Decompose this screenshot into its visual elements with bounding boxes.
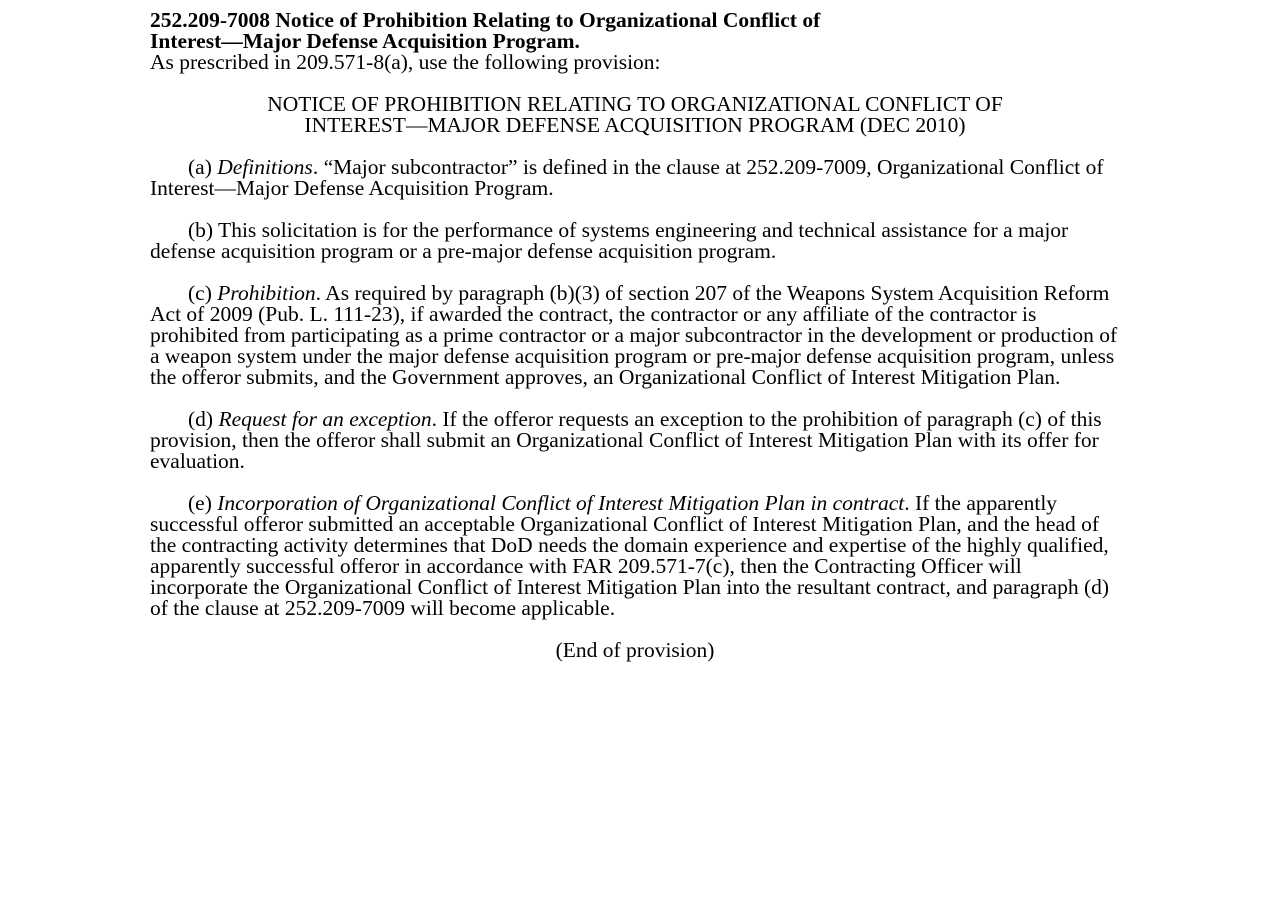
paragraph-e: [150, 493, 1120, 619]
paragraph-e-title: Incorporation of Organizational Conflict of Interest Mitigation Plan in contract: [217, 491, 905, 515]
section-heading-line-1: 252.209-7008 Notice of Prohibition Relating to Organizational Conflict of: [150, 8, 821, 32]
document-body: [150, 10, 1120, 661]
paragraph-d-label: (d): [188, 407, 219, 431]
provision-title-line-1: NOTICE OF PROHIBITION RELATING TO ORGANIZATIONAL CONFLICT OF: [267, 92, 1003, 116]
end-of-provision: (End of provision): [555, 638, 715, 662]
paragraph-d-text: . If the offeror requests an exception to the prohibition of paragraph (c) of this provision, then the offeror shall submit an Organizational Conflict of Interest Mitigation Plan with its offer for evaluation.: [150, 407, 1102, 473]
paragraph-c-title: Prohibition: [217, 281, 316, 305]
paragraph-e-text: . If the apparently successful offeror submitted an acceptable Organizational Conflict of Interest Mitigation Plan, and the head of the contracting activity determines that DoD needs the domain experience and expertise of the highly qualified, apparently successful offeror in accordance with FAR 209.571-7(c), then the Contracting Officer will incorporate the Organizational Conflict of Interest Mitigation Plan into the resultant contract, and paragraph (d) of the clause at 252.209-7009 will become applicable.: [150, 491, 1110, 620]
paragraph-b: (b) This solicitation is for the performance of systems engineering and technical assistance for a major defense acquisition program or a pre-major defense acquisition program.: [150, 218, 1069, 263]
section-heading: [150, 10, 1120, 52]
paragraph-c-text: . As required by paragraph (b)(3) of section 207 of the Weapons System Acquisition Reform Act of 2009 (Pub. L. 111-23), if awarded the contract, the contractor or any affiliate of the contractor is prohibited from participating as a prime contractor or a major subcontractor in the development or production of a weapon system under the major defense acquisition program or pre-major defense acquisition program, unless the offeror submits, and the Government approves, an Organizational Conflict of Interest Mitigation Plan.: [150, 281, 1118, 389]
paragraph-a: [150, 157, 1120, 199]
paragraph-c-label: (c): [188, 281, 218, 305]
provision-title-line-2: INTEREST—MAJOR DEFENSE ACQUISITION PROGRAM (DEC 2010): [304, 113, 966, 137]
paragraph-e-label: (e): [188, 491, 218, 515]
paragraph-d: [150, 409, 1120, 472]
section-heading-line-2: Interest—Major Defense Acquisition Program.: [150, 29, 580, 53]
prescription-text: As prescribed in 209.571-8(a), use the following provision:: [150, 50, 661, 74]
paragraph-a-title: Definitions: [217, 155, 313, 179]
paragraph-a-label: (a): [188, 155, 218, 179]
paragraph-a-text: . “Major subcontractor” is defined in the clause at 252.209-7009, Organizational Conflict of Interest—Major Defense Acquisition Program.: [150, 155, 1104, 200]
provision-title: [150, 94, 1120, 136]
paragraph-c: [150, 283, 1120, 388]
paragraph-d-title: Request for an exception: [218, 407, 432, 431]
